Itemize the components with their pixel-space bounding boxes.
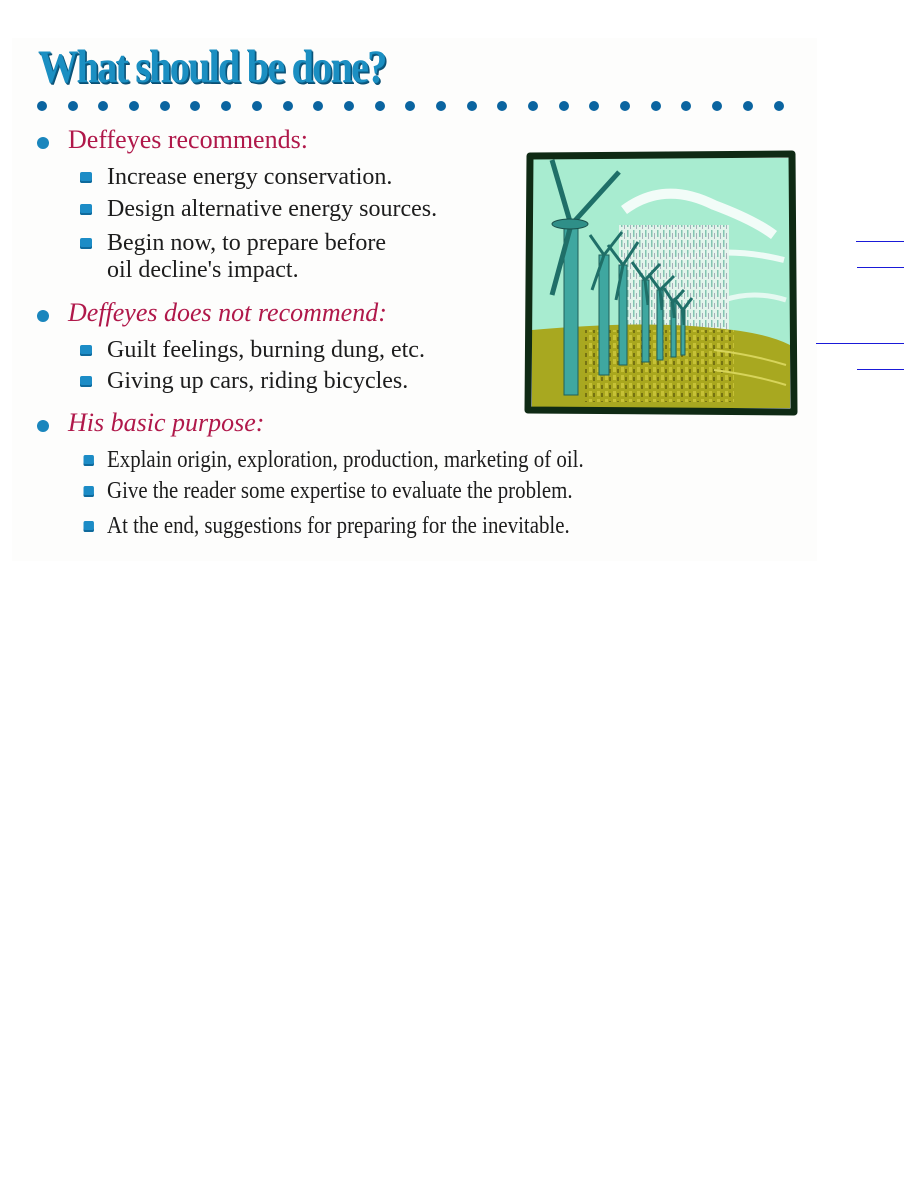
divider-dot bbox=[774, 101, 784, 111]
square-bullet-icon bbox=[84, 486, 94, 497]
divider-dot bbox=[559, 101, 569, 111]
section-heading-recommends bbox=[68, 127, 308, 153]
divider-dot bbox=[681, 101, 691, 111]
divider-dot bbox=[313, 101, 323, 111]
divider-dot bbox=[344, 101, 354, 111]
square-bullet-icon bbox=[80, 345, 92, 356]
square-bullet-icon bbox=[84, 521, 94, 532]
divider-dot bbox=[712, 101, 722, 111]
divider-dot bbox=[528, 101, 538, 111]
divider-dot bbox=[283, 101, 293, 111]
section-heading-purpose bbox=[68, 410, 264, 436]
round-bullet-icon bbox=[37, 420, 49, 432]
divider-dot bbox=[651, 101, 661, 111]
list-item bbox=[107, 369, 408, 393]
heading-text: Deffeyes recommends: bbox=[68, 125, 308, 154]
item-text: Giving up cars, riding bicycles. bbox=[107, 368, 409, 394]
divider-dot bbox=[68, 101, 78, 111]
divider-dot bbox=[98, 101, 108, 111]
item-text: Give the reader some expertise to evaluate the problem. bbox=[107, 478, 573, 504]
list-item bbox=[107, 448, 584, 472]
divider-dot bbox=[405, 101, 415, 111]
divider-dot bbox=[436, 101, 446, 111]
dotted-divider bbox=[37, 101, 784, 113]
list-item bbox=[107, 514, 570, 538]
wind-turbines-icon bbox=[524, 150, 798, 416]
list-item bbox=[107, 338, 425, 362]
square-bullet-icon bbox=[80, 172, 92, 183]
square-bullet-icon bbox=[80, 204, 92, 215]
item-text: Begin now, to prepare before bbox=[107, 230, 386, 256]
divider-dot bbox=[589, 101, 599, 111]
divider-dot bbox=[497, 101, 507, 111]
divider-dot bbox=[743, 101, 753, 111]
slide bbox=[12, 38, 817, 561]
divider-dot bbox=[37, 101, 47, 111]
link-underline[interactable] bbox=[816, 343, 904, 344]
list-item bbox=[107, 197, 437, 221]
round-bullet-icon bbox=[37, 310, 49, 322]
list-item bbox=[107, 231, 386, 255]
slide-title: What should be done? bbox=[38, 41, 386, 93]
section-heading-not-recommend bbox=[68, 300, 387, 326]
divider-dot bbox=[221, 101, 231, 111]
divider-dot bbox=[252, 101, 262, 111]
divider-dot bbox=[129, 101, 139, 111]
divider-dot bbox=[190, 101, 200, 111]
divider-dot bbox=[160, 101, 170, 111]
divider-dot bbox=[467, 101, 477, 111]
square-bullet-icon bbox=[84, 455, 94, 466]
divider-dot bbox=[620, 101, 630, 111]
item-text: At the end, suggestions for preparing for the inevitable. bbox=[107, 513, 570, 539]
item-text: Explain origin, exploration, production, marketing of oil. bbox=[107, 447, 584, 473]
heading-text: His basic purpose: bbox=[68, 408, 265, 437]
list-item-continuation: oil decline's impact. bbox=[107, 257, 299, 283]
square-bullet-icon bbox=[80, 238, 92, 249]
item-text: Design alternative energy sources. bbox=[107, 196, 438, 222]
heading-text: Deffeyes does not recommend: bbox=[68, 298, 387, 327]
link-underline[interactable] bbox=[856, 241, 904, 242]
link-underline[interactable] bbox=[857, 369, 904, 370]
item-text: Increase energy conservation. bbox=[107, 164, 393, 190]
square-bullet-icon bbox=[80, 376, 92, 387]
item-text: Guilt feelings, burning dung, etc. bbox=[107, 337, 425, 363]
list-item bbox=[107, 479, 573, 503]
list-item bbox=[107, 165, 392, 189]
divider-dot bbox=[375, 101, 385, 111]
link-underline[interactable] bbox=[857, 267, 904, 268]
round-bullet-icon bbox=[37, 137, 49, 149]
